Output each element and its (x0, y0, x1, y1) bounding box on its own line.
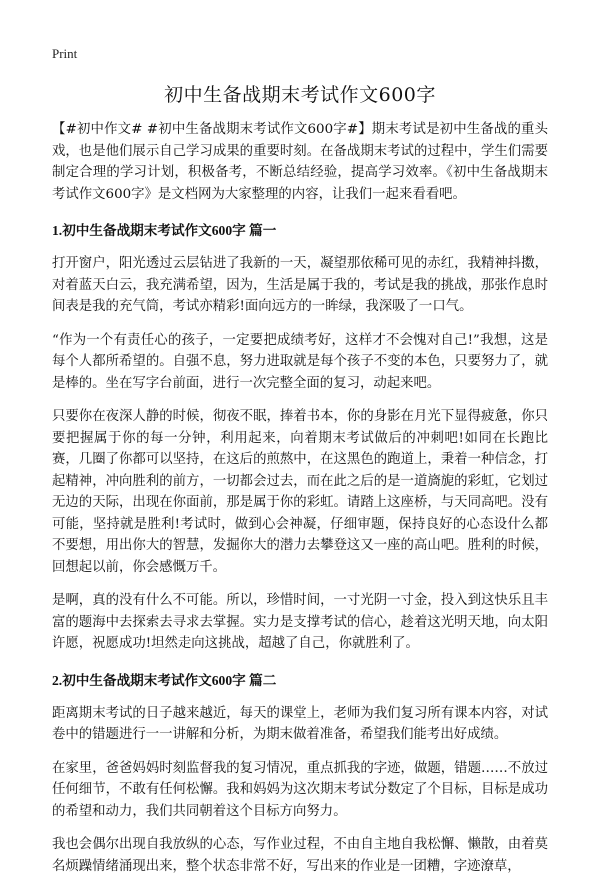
section-2-paragraph-1: 距离期末考试的日子越来越近，每天的课堂上，老师为我们复习所有课本内容，对试卷中的错题进行一一讲解和分析，为期末做着准备，希望我们能考出好成绩。 (52, 705, 548, 742)
section-2-paragraph-3: 我也会偶尔出现自我放纵的心态，写作业过程，不由自主地自我松懈、懒散，由着莫名烦躁情绪涌现出来，整个状态非常不好，写出来的作业是一团糟，字迹潦草， (52, 837, 548, 874)
section-1-paragraph-4: 是啊，真的没有什么不可能。所以，珍惜时间，一寸光阴一寸金，投入到这快乐且丰富的题海中去探索去寻求去掌握。实力是支撑考试的信心，趁着这光明天地，向太阳许愿，祝愿成功!坦然走向这挑战，超越了自己，你就胜利了。 (52, 593, 548, 651)
intro-tags: 【#初中作文# #初中生备战期末考试作文600字#】 (52, 122, 372, 137)
intro-paragraph (52, 119, 548, 205)
section-2-paragraph-2: 在家里，爸爸妈妈时刻监督我的复习情况，重点抓我的字迹，做题，错题……不放过任何细节，不敢有任何松懈。我和妈妈为这次期末考试分数定了个目标，目标是成功的希望和动力，我们共同朝着这个目标方向努力。 (52, 760, 548, 819)
section-1-paragraph-1: 打开窗户，阳光透过云层钻进了我新的一天，凝望那依稀可见的赤红，我精神抖擞，对着蓝天白云，我充满希望，因为，生活是属于我的，考试是我的挑战，那张作息时间表是我的充气筒，考试亦精彩!面向远方的一眸绿，我深吸了一口气。 (52, 256, 548, 314)
section-heading-1: 1.初中生备战期末考试作文600字 篇一 (52, 223, 277, 238)
article-body (52, 119, 548, 889)
section-1-paragraph-2: “作为一个有责任心的孩子，一定要把成绩考好，这样才不会愧对自己!”我想，这是每个人都所希望的。自强不息，努力进取就是每个孩子不变的本色，只要努力了，就是棒的。坐在写字台前面，进行一次完整全面的复习，动起来吧。 (52, 332, 548, 391)
intro-text: 期末考试是初中生备战的重头戏，也是他们展示自己学习成果的重要时刻。在备战期末考试的过程中，学生们需要制定合理的学习计划，积极备考，不断总结经验，提高学习效率。《初中生备战期末考试作文600字》是文档网为大家整理的内容，让我们一起来看看吧。 (52, 122, 548, 202)
section-heading-2: 2.初中生备战期末考试作文600字 篇二 (52, 672, 277, 688)
section-1-paragraph-3: 只要你在夜深人静的时候，彻夜不眠，捧着书本，你的身影在月光下显得疲惫，你只要把握属于你的每一分钟，利用起来，向着期末考试做后的冲刺吧!如同在长跑比赛，几圈了你都可以坚持，在这后的煎熬中，在这黑色的跑道上，秉着一种信念，打起精神，冲向胜利的前方，一切都会过去，而在此之后的是一道旖旎的彩虹，它划过无边的天际，出现在你面前，那是属于你的彩虹。请踏上这座桥，与天同高吧。没有可能，坚持就是胜利!考试时，做到心会神凝，仔细审题，保持良好的心态设什么都不要想，用出你大的智慧，发掘你大的潜力去攀登这又一座的高山吧。胜利的时候，回想起以前，你会感慨万千。 (52, 409, 548, 575)
print-link[interactable]: Print (52, 46, 78, 61)
page-title: 初中生备战期末考试作文600字 (164, 84, 436, 106)
